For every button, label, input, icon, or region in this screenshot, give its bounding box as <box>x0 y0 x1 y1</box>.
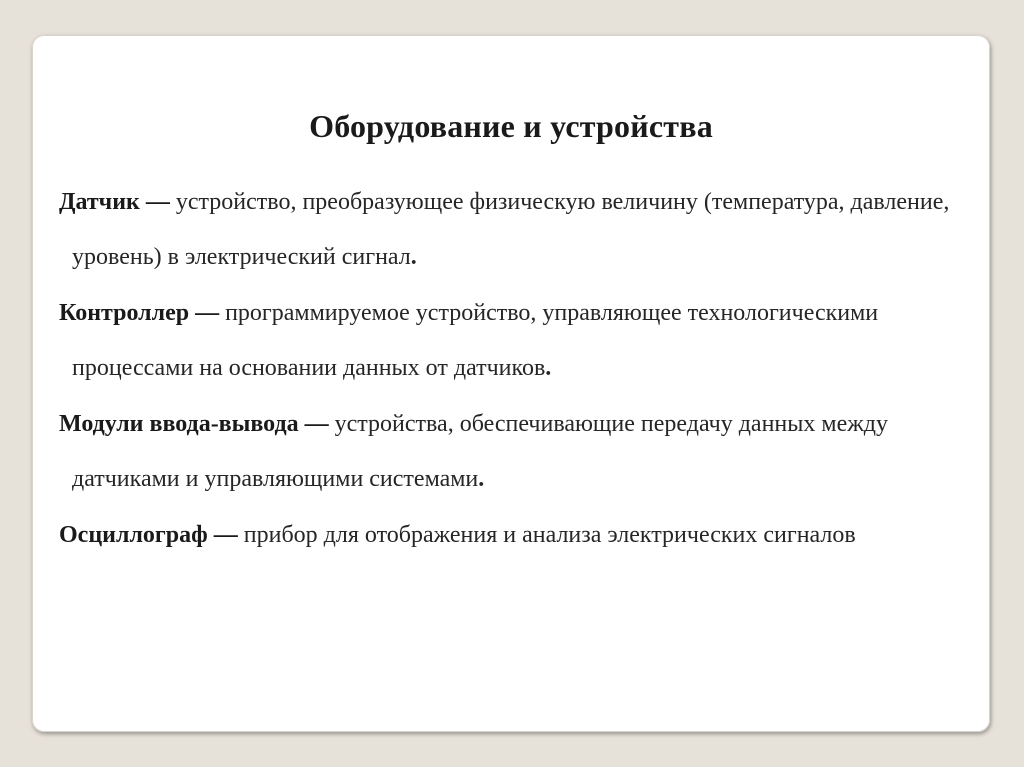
definition-description: программируемое устройство, управляющее технологическими процессами на основании данных от датчиков <box>72 300 879 381</box>
definition-description: устройство, преобразующее физическую величину (температура, давление, уровень) в электрический сигнал <box>72 189 950 270</box>
definition-controller <box>59 286 974 396</box>
definition-term: Осциллограф — <box>59 522 238 548</box>
definition-end: . <box>545 355 552 381</box>
definition-list <box>59 175 974 563</box>
definition-term: Контроллер — <box>59 300 220 326</box>
definition-sensor <box>59 175 974 285</box>
definition-term: Датчик — <box>59 189 170 215</box>
definition-term: Модули ввода-вывода — <box>59 411 329 437</box>
definition-io-modules <box>59 397 974 507</box>
definition-end: . <box>410 244 417 270</box>
definition-description: устройства, обеспечивающие передачу данных между датчиками и управляющими системами <box>72 411 889 492</box>
definition-oscilloscope <box>59 508 974 563</box>
definition-description: прибор для отображения и анализа электрических сигналов <box>237 522 856 548</box>
slide <box>32 35 990 732</box>
slide-title: Оборудование и устройства <box>309 108 713 144</box>
definition-end: . <box>478 466 485 492</box>
